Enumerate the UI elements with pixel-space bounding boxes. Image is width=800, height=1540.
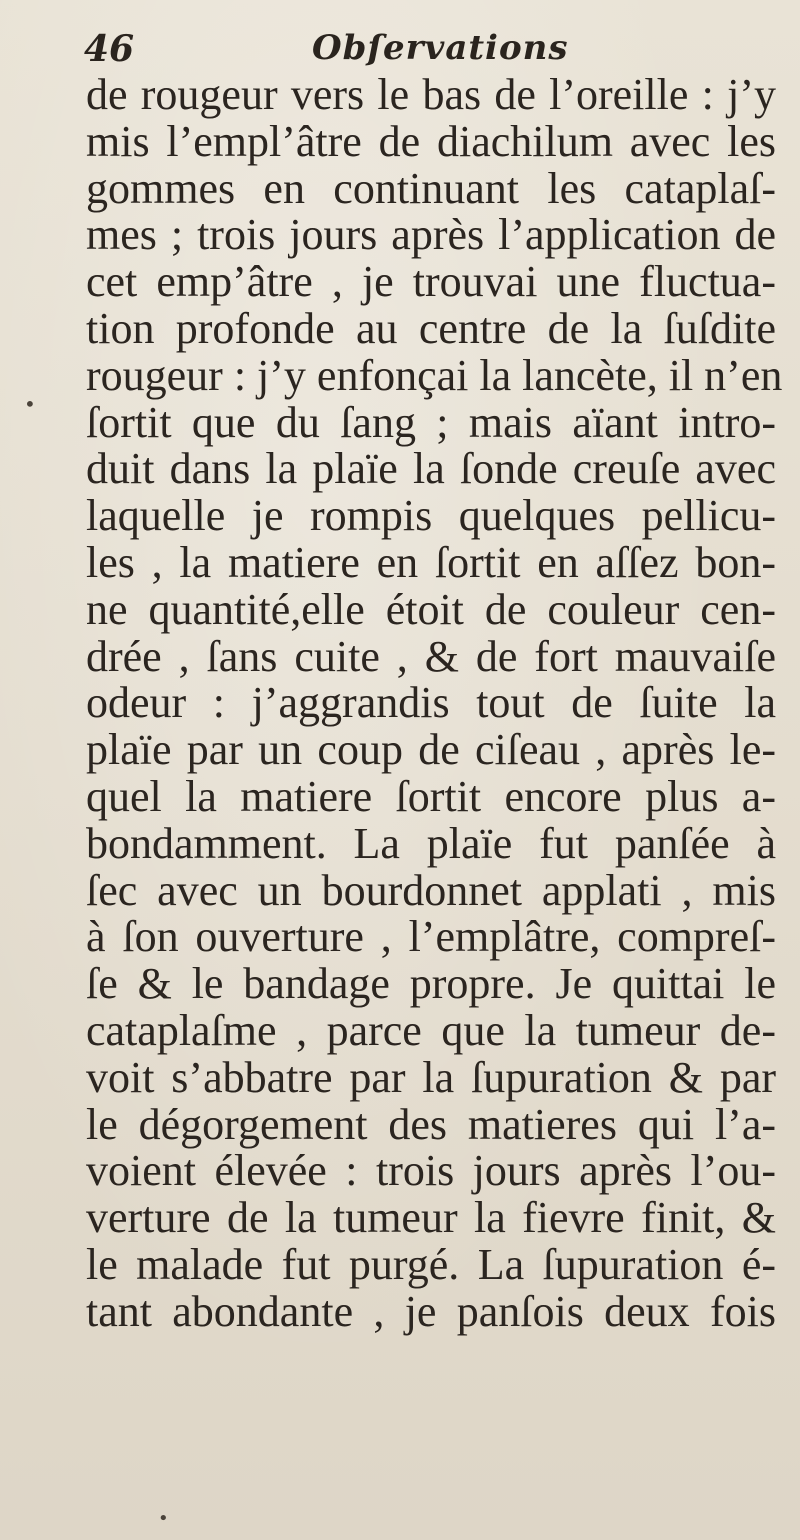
text-line: drée , ſans cuite , & de fort mauvaiſe	[86, 631, 776, 681]
text-line: duit dans la plaïe la ſonde creuſe avec	[86, 444, 776, 494]
text-line: le malade fut purgé. La ſupuration é-	[86, 1239, 776, 1289]
text-line: voit s’abbatre par la ſupuration & par	[86, 1052, 776, 1102]
text-line: les , la matiere en ſortit en aſſez bon-	[86, 537, 776, 587]
text-line: quel la matiere ſortit encore plus a-	[86, 771, 776, 821]
body-text	[86, 70, 783, 1336]
text-line: de rougeur vers le bas de l’oreille : j’y	[86, 70, 776, 119]
text-line: ne quantité,elle étoit de couleur cen-	[86, 584, 776, 634]
stray-mark: •	[158, 1508, 169, 1529]
text-line: ſec avec un bourdonnet applati , mis	[86, 865, 776, 915]
text-line: laquelle je rompis quelques pellicu-	[86, 491, 776, 541]
text-line: mis l’empl’âtre de diachilum avec les	[86, 116, 776, 166]
text-line: à ſon ouverture , l’emplâtre, compreſ-	[86, 912, 776, 962]
running-title: Obſervations	[312, 28, 569, 68]
text-line: le dégorgement des matieres qui l’a-	[86, 1099, 776, 1149]
text-line: mes ; trois jours après l’application de	[86, 210, 776, 260]
text-line: bondamment. La plaïe fut panſée à	[86, 818, 776, 868]
text-line: voient élevée : trois jours après l’ou-	[86, 1146, 776, 1196]
text-line: gommes en continuant les cataplaſ-	[86, 163, 776, 213]
text-line: tion profonde au centre de la ſuſdite	[86, 303, 776, 353]
text-line: cataplaſme , parce que la tumeur de-	[86, 1005, 776, 1055]
text-line: ſortit que du ſang ; mais aïant intro-	[86, 397, 776, 447]
running-head	[0, 28, 800, 76]
text-line: ſe & le bandage propre. Je quittai le	[86, 959, 776, 1009]
text-line: verture de la tumeur la fievre finit, &	[86, 1193, 776, 1243]
text-line: tant abondante , je panſois deux fois	[86, 1286, 776, 1336]
text-line: odeur : j’aggrandis tout de ſuite la	[86, 678, 776, 728]
page-number: 46	[84, 28, 135, 70]
margin-mark: •	[24, 392, 36, 416]
text-line: rougeur : j’y enfonçai la lancète, il n’en	[86, 350, 783, 400]
text-line: cet emp’âtre , je trouvai une fluctua-	[86, 257, 776, 307]
text-line: plaïe par un coup de ciſeau , après le-	[86, 725, 776, 775]
